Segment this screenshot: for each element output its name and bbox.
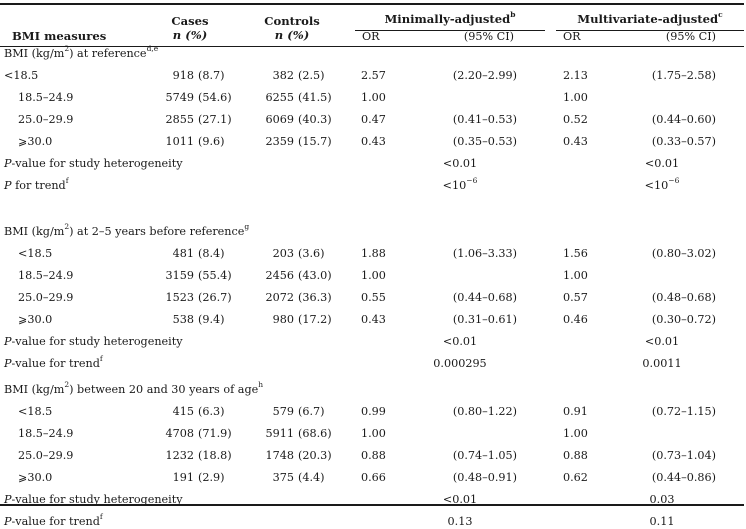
cases-percent: (8.7) [198,69,225,82]
or-multivariate-adjusted: 1.00 [563,427,588,440]
or-multivariate-adjusted: 2.13 [563,69,588,82]
controls-percent: (6.7) [298,405,325,418]
table-row-label: 18.5–24.9 [18,91,74,104]
ci-minimally-adjusted: (0.41–0.53) [452,113,517,126]
or-multivariate-adjusted: 1.00 [563,269,588,282]
controls-percent: (3.6) [298,247,325,260]
trend-multi: 0.11 [649,515,675,528]
table-row-label: ⩾30.0 [18,313,53,326]
cases-count: 1523 [165,291,194,304]
header-ci-1: (95% CI) [463,30,514,43]
ci-multivariate-adjusted: (0.44–0.86) [651,471,716,484]
controls-percent: (20.3) [298,449,332,462]
or-minimally-adjusted: 2.57 [361,69,386,82]
ci-minimally-adjusted: (0.74–1.05) [452,449,517,462]
trend-multi: $<10^{-6}$ [644,176,680,192]
cases-count: 2855 [165,113,194,126]
header-bmi-measures: BMI measures [12,29,107,43]
ci-minimally-adjusted: (1.06–3.33) [452,247,517,260]
controls-count: 2456 [265,269,294,282]
trend-min: 0.000295 [433,357,487,370]
ci-multivariate-adjusted: (0.73–1.04) [651,449,716,462]
or-multivariate-adjusted: 1.00 [563,91,588,104]
heterogeneity-min: <0.01 [442,157,478,170]
or-multivariate-adjusted: 0.52 [563,113,588,126]
ci-minimally-adjusted: (0.48–0.91) [452,471,517,484]
controls-count: 2359 [265,135,294,148]
controls-percent: (40.3) [298,113,332,126]
cases-percent: (27.1) [198,113,232,126]
ci-multivariate-adjusted: (0.72–1.15) [651,405,716,418]
section-title: BMI $(kg/m^2)$ at 2–5 years before reference$^g$ [4,222,250,238]
controls-percent: (2.5) [298,69,325,82]
cases-percent: (71.9) [198,427,232,440]
cases-count: 3159 [165,269,194,282]
cases-count: 191 [172,471,194,484]
table-row-label: 18.5–24.9 [18,427,74,440]
or-minimally-adjusted: 0.99 [361,405,386,418]
or-minimally-adjusted: 1.00 [361,269,386,282]
or-multivariate-adjusted: 0.62 [563,471,588,484]
table-row-label: <18.5 [18,247,53,260]
or-minimally-adjusted: 1.00 [361,427,386,440]
header-controls: Controls [264,14,320,28]
section-title: BMI $(kg/m^2)$ at reference$^{d,e}$ [4,44,159,60]
controls-count: 6069 [265,113,294,126]
table-row-label: 25.0–29.9 [18,291,74,304]
ci-multivariate-adjusted: (1.75–2.58) [651,69,716,82]
cases-percent: (9.4) [198,313,225,326]
trend-multi: 0.0011 [642,357,682,370]
cases-percent: (18.8) [198,449,232,462]
heterogeneity-min: <0.01 [442,335,478,348]
trend-min: $<10^{-6}$ [442,176,478,192]
or-minimally-adjusted: 0.66 [361,471,386,484]
or-minimally-adjusted: 1.00 [361,91,386,104]
header-ci-2: (95% CI) [665,30,716,43]
ci-multivariate-adjusted: (0.33–0.57) [651,135,716,148]
ci-multivariate-adjusted: (0.30–0.72) [651,313,716,326]
table-row-label: ⩾30.0 [18,471,53,484]
header-or-2: OR [563,30,581,43]
cases-count: 1011 [165,135,194,148]
section-title: BMI $(kg/m^2)$ between 20 and 30 years of age$^h$ [4,380,264,396]
cases-count: 4708 [165,427,194,440]
trend-label: P-value for trend$^f$ [4,354,103,370]
top-rule [0,3,744,5]
or-minimally-adjusted: 0.43 [361,313,386,326]
ci-minimally-adjusted: (2.20–2.99) [452,69,517,82]
ci-minimally-adjusted: (0.35–0.53) [452,135,517,148]
table-row-label: 18.5–24.9 [18,269,74,282]
trend-label: P-value for trend$^f$ [4,512,103,528]
controls-percent: (4.4) [298,471,325,484]
controls-count: 6255 [265,91,294,104]
cases-count: 1232 [165,449,194,462]
or-multivariate-adjusted: 0.57 [563,291,588,304]
cases-count: 5749 [165,91,194,104]
header-multivariate-adjusted: Multivariate-adjusted$^c$ [577,10,723,26]
heterogeneity-min: <0.01 [442,493,478,506]
controls-count: 375 [272,471,294,484]
cases-percent: (55.4) [198,269,232,282]
trend-min: 0.13 [447,515,473,528]
heterogeneity-multi: 0.03 [649,493,675,506]
controls-count: 203 [272,247,294,260]
controls-count: 382 [272,69,294,82]
controls-count: 2072 [265,291,294,304]
or-multivariate-adjusted: 0.46 [563,313,588,326]
table-row-label: <18.5 [18,405,53,418]
header-controls-unit: n (%) [274,28,310,42]
controls-percent: (43.0) [298,269,332,282]
ci-minimally-adjusted: (0.44–0.68) [452,291,517,304]
ci-multivariate-adjusted: (0.44–0.60) [651,113,716,126]
controls-count: 5911 [265,427,294,440]
or-minimally-adjusted: 0.47 [361,113,386,126]
or-minimally-adjusted: 0.88 [361,449,386,462]
header-or-1: OR [362,30,380,43]
controls-percent: (36.3) [298,291,332,304]
controls-count: 579 [272,405,294,418]
header-cases: Cases [171,14,209,28]
ci-minimally-adjusted: (0.80–1.22) [452,405,517,418]
ci-multivariate-adjusted: (0.48–0.68) [651,291,716,304]
controls-percent: (68.6) [298,427,332,440]
heterogeneity-multi: <0.01 [644,157,680,170]
or-multivariate-adjusted: 0.88 [563,449,588,462]
or-multivariate-adjusted: 0.43 [563,135,588,148]
controls-count: 980 [272,313,294,326]
ci-multivariate-adjusted: (0.80–3.02) [651,247,716,260]
cases-percent: (9.6) [198,135,225,148]
or-minimally-adjusted: 0.43 [361,135,386,148]
table-row-label: <18.5 [4,69,39,82]
cases-percent: (6.3) [198,405,225,418]
cases-percent: (54.6) [198,91,232,104]
controls-percent: (41.5) [298,91,332,104]
controls-percent: (17.2) [298,313,332,326]
table-row-label: 25.0–29.9 [18,449,74,462]
cases-count: 918 [172,69,194,82]
controls-percent: (15.7) [298,135,332,148]
or-minimally-adjusted: 0.55 [361,291,386,304]
or-minimally-adjusted: 1.88 [361,247,386,260]
table-row-label: 25.0–29.9 [18,113,74,126]
table-row-label: ⩾30.0 [18,135,53,148]
trend-label: P for trend$^f$ [4,176,69,192]
heterogeneity-multi: <0.01 [644,335,680,348]
cases-percent: (26.7) [198,291,232,304]
heterogeneity-label: P-value for study heterogeneity [4,157,183,170]
or-multivariate-adjusted: 1.56 [563,247,588,260]
cases-count: 481 [172,247,194,260]
header-minimally-adjusted: Minimally-adjusted$^b$ [384,10,516,26]
header-cases-unit: n (%) [172,28,208,42]
or-multivariate-adjusted: 0.91 [563,405,588,418]
heterogeneity-label: P-value for study heterogeneity [4,335,183,348]
cases-percent: (2.9) [198,471,225,484]
cases-count: 538 [172,313,194,326]
heterogeneity-label: P-value for study heterogeneity [4,493,183,506]
ci-minimally-adjusted: (0.31–0.61) [452,313,517,326]
cases-count: 415 [172,405,194,418]
controls-count: 1748 [265,449,294,462]
cases-percent: (8.4) [198,247,225,260]
